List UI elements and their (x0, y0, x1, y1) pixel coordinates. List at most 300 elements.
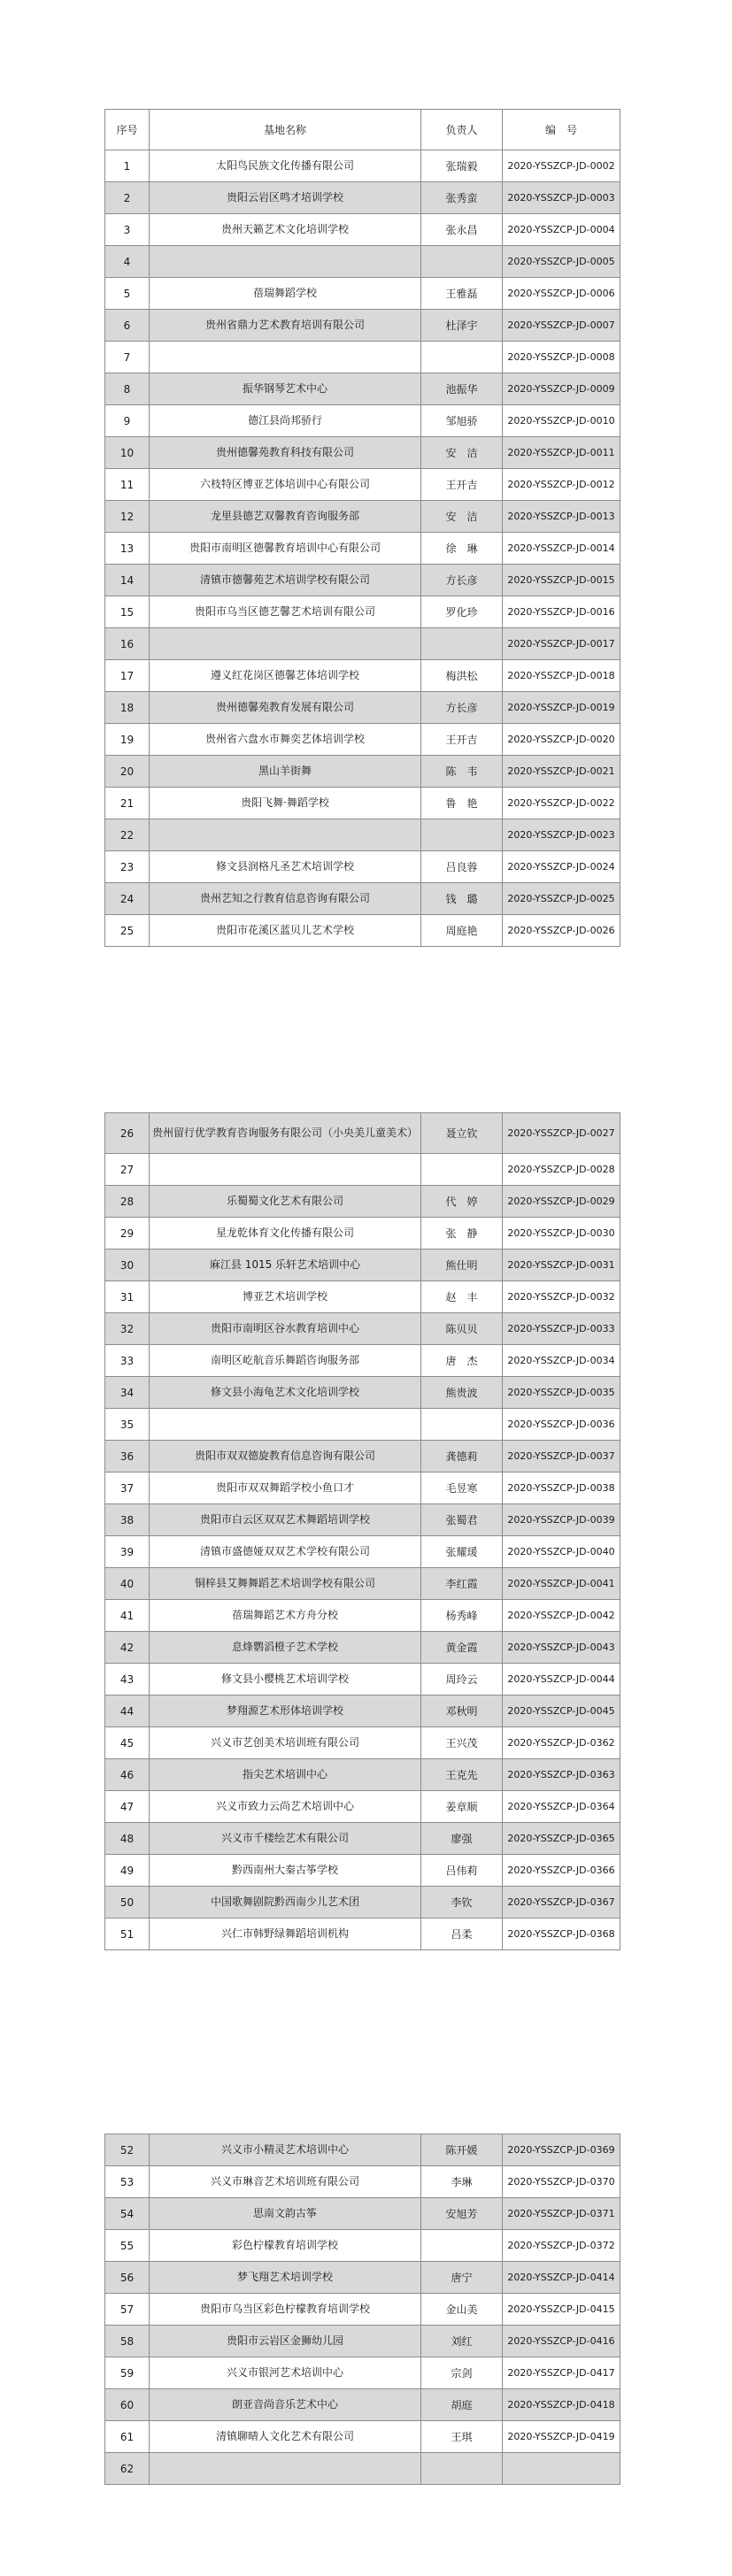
cell-code: 2020-YSSZCP-JD-0017 (503, 628, 620, 660)
cell-person: 王开吉 (421, 469, 503, 501)
cell-code: 2020-YSSZCP-JD-0009 (503, 373, 620, 405)
cell-code: 2020-YSSZCP-JD-0037 (503, 1441, 620, 1473)
cell-seq: 39 (105, 1536, 150, 1568)
cell-seq: 54 (105, 2198, 150, 2230)
cell-name: 贵州省六盘水市舞奕艺体培训学校 (150, 724, 421, 756)
table-row (105, 596, 620, 628)
table-row (105, 1313, 620, 1345)
table-row (105, 1791, 620, 1823)
cell-name: 指尖艺术培训中心 (150, 1759, 421, 1791)
cell-person: 姜章顺 (421, 1791, 503, 1823)
cell-seq: 1 (105, 150, 150, 182)
cell-person: 杜泽宇 (421, 310, 503, 342)
cell-seq: 4 (105, 246, 150, 278)
table-row (105, 405, 620, 437)
cell-seq: 52 (105, 2134, 150, 2166)
cell-seq: 58 (105, 2326, 150, 2357)
table-row (105, 660, 620, 692)
cell-name: 兴仁市韩野绿舞蹈培训机构 (150, 1919, 421, 1950)
cell-code: 2020-YSSZCP-JD-0045 (503, 1696, 620, 1727)
cell-seq: 27 (105, 1154, 150, 1186)
cell-name: 遵义红花岗区德馨艺体培训学校 (150, 660, 421, 692)
table-row (105, 278, 620, 310)
table-row (105, 756, 620, 788)
cell-seq: 17 (105, 660, 150, 692)
cell-person: 鲁 艳 (421, 788, 503, 819)
header-name: 基地名称 (150, 110, 421, 150)
cell-seq: 24 (105, 883, 150, 915)
table-row (105, 1473, 620, 1504)
cell-person: 杨秀峰 (421, 1600, 503, 1632)
cell-person: 毛昱寒 (421, 1473, 503, 1504)
cell-person: 聂立钦 (421, 1113, 503, 1154)
table-row (105, 150, 620, 182)
cell-seq: 19 (105, 724, 150, 756)
cell-person: 邹旭骄 (421, 405, 503, 437)
cell-name: 贵阳市乌当区彩色柠檬教育培训学校 (150, 2294, 421, 2326)
cell-code: 2020-YSSZCP-JD-0029 (503, 1186, 620, 1218)
table-row (105, 1250, 620, 1281)
table-row (105, 1664, 620, 1696)
table-row (105, 1186, 620, 1218)
cell-code: 2020-YSSZCP-JD-0005 (503, 246, 620, 278)
cell-person: 徐 琳 (421, 533, 503, 565)
cell-seq: 42 (105, 1632, 150, 1664)
cell-person: 廖强 (421, 1823, 503, 1855)
table-header-row (105, 110, 620, 150)
cell-name: 龙里县德艺双馨教育咨询服务部 (150, 501, 421, 533)
cell-code: 2020-YSSZCP-JD-0367 (503, 1887, 620, 1919)
cell-code: 2020-YSSZCP-JD-0414 (503, 2262, 620, 2294)
table-row (105, 1218, 620, 1250)
cell-person: 张秀蛮 (421, 182, 503, 214)
cell-code: 2020-YSSZCP-JD-0042 (503, 1600, 620, 1632)
cell-name: 贵阳市花溪区蓝贝儿艺术学校 (150, 915, 421, 947)
table-row (105, 724, 620, 756)
cell-name: 朗亚音尚音乐艺术中心 (150, 2389, 421, 2421)
table-row (105, 342, 620, 373)
cell-name (150, 2453, 421, 2485)
cell-name (150, 819, 421, 851)
cell-person: 安旭芳 (421, 2198, 503, 2230)
cell-code: 2020-YSSZCP-JD-0025 (503, 883, 620, 915)
cell-code: 2020-YSSZCP-JD-0371 (503, 2198, 620, 2230)
table-row (105, 883, 620, 915)
table-body-page-1 (105, 110, 620, 947)
cell-code: 2020-YSSZCP-JD-0024 (503, 851, 620, 883)
cell-person (421, 819, 503, 851)
table-row (105, 1154, 620, 1186)
cell-code: 2020-YSSZCP-JD-0035 (503, 1377, 620, 1409)
cell-code: 2020-YSSZCP-JD-0007 (503, 310, 620, 342)
cell-code (503, 2453, 620, 2485)
cell-seq: 36 (105, 1441, 150, 1473)
cell-code: 2020-YSSZCP-JD-0030 (503, 1218, 620, 1250)
cell-person: 王开吉 (421, 724, 503, 756)
cell-seq: 29 (105, 1218, 150, 1250)
table-row (105, 1727, 620, 1759)
cell-person: 黄金霞 (421, 1632, 503, 1664)
cell-name: 黑山羊街舞 (150, 756, 421, 788)
table-row (105, 692, 620, 724)
cell-code: 2020-YSSZCP-JD-0369 (503, 2134, 620, 2166)
table-row (105, 2262, 620, 2294)
cell-person: 安 洁 (421, 501, 503, 533)
table-body-page-2 (105, 1113, 620, 1950)
table-row (105, 2453, 620, 2485)
cell-code: 2020-YSSZCP-JD-0021 (503, 756, 620, 788)
cell-person: 吕良蓉 (421, 851, 503, 883)
cell-code: 2020-YSSZCP-JD-0013 (503, 501, 620, 533)
cell-code: 2020-YSSZCP-JD-0415 (503, 2294, 620, 2326)
cell-seq: 40 (105, 1568, 150, 1600)
table-row (105, 1568, 620, 1600)
cell-seq: 2 (105, 182, 150, 214)
cell-person: 李红霞 (421, 1568, 503, 1600)
cell-name: 德江县尚邦骄行 (150, 405, 421, 437)
table-row (105, 214, 620, 246)
cell-seq: 22 (105, 819, 150, 851)
cell-name: 贵州天籁艺术文化培训学校 (150, 214, 421, 246)
cell-seq: 16 (105, 628, 150, 660)
cell-seq: 34 (105, 1377, 150, 1409)
cell-seq: 45 (105, 1727, 150, 1759)
table-row (105, 373, 620, 405)
cell-seq: 30 (105, 1250, 150, 1281)
cell-code: 2020-YSSZCP-JD-0365 (503, 1823, 620, 1855)
header-seq: 序号 (105, 110, 150, 150)
cell-code: 2020-YSSZCP-JD-0043 (503, 1632, 620, 1664)
cell-name: 修文县小海龟艺术文化培训学校 (150, 1377, 421, 1409)
cell-seq: 51 (105, 1919, 150, 1950)
cell-name: 南明区屹航音乐舞蹈咨询服务部 (150, 1345, 421, 1377)
cell-name: 彩色柠檬教育培训学校 (150, 2230, 421, 2262)
cell-seq: 59 (105, 2357, 150, 2389)
cell-person: 唐 杰 (421, 1345, 503, 1377)
table-row (105, 1504, 620, 1536)
cell-seq: 25 (105, 915, 150, 947)
cell-person: 张瑞毅 (421, 150, 503, 182)
cell-code: 2020-YSSZCP-JD-0364 (503, 1791, 620, 1823)
cell-seq: 49 (105, 1855, 150, 1887)
cell-name: 贵阳市双双舞蹈学校小鱼口才 (150, 1473, 421, 1504)
cell-name: 兴义市艺创美术培训班有限公司 (150, 1727, 421, 1759)
cell-person: 李钦 (421, 1887, 503, 1919)
cell-person: 王兴茂 (421, 1727, 503, 1759)
cell-code: 2020-YSSZCP-JD-0416 (503, 2326, 620, 2357)
cell-name: 中国歌舞剧院黔西南少儿艺术团 (150, 1887, 421, 1919)
table-row (105, 1696, 620, 1727)
table-row (105, 1823, 620, 1855)
table-row (105, 1441, 620, 1473)
cell-person (421, 2453, 503, 2485)
cell-seq: 18 (105, 692, 150, 724)
table-row (105, 501, 620, 533)
cell-seq: 9 (105, 405, 150, 437)
table-row (105, 628, 620, 660)
cell-code: 2020-YSSZCP-JD-0016 (503, 596, 620, 628)
base-table-page-2 (104, 1112, 620, 1950)
cell-person: 钱 璐 (421, 883, 503, 915)
cell-code: 2020-YSSZCP-JD-0006 (503, 278, 620, 310)
cell-name: 思南文韵古筝 (150, 2198, 421, 2230)
cell-name: 兴义市致力云尚艺术培训中心 (150, 1791, 421, 1823)
cell-seq: 60 (105, 2389, 150, 2421)
cell-code: 2020-YSSZCP-JD-0018 (503, 660, 620, 692)
cell-person: 赵 丰 (421, 1281, 503, 1313)
cell-person: 方长彦 (421, 565, 503, 596)
cell-code: 2020-YSSZCP-JD-0033 (503, 1313, 620, 1345)
cell-code: 2020-YSSZCP-JD-0003 (503, 182, 620, 214)
cell-name: 息烽鹦滔橙子艺术学校 (150, 1632, 421, 1664)
cell-person: 龚德莉 (421, 1441, 503, 1473)
table-row (105, 1600, 620, 1632)
cell-seq: 23 (105, 851, 150, 883)
cell-code: 2020-YSSZCP-JD-0372 (503, 2230, 620, 2262)
cell-name: 贵州德馨苑教育科技有限公司 (150, 437, 421, 469)
table-row (105, 2421, 620, 2453)
table-row (105, 2230, 620, 2262)
table-row (105, 182, 620, 214)
cell-name: 清镇市德馨苑艺术培训学校有限公司 (150, 565, 421, 596)
table-body-page-3 (105, 2134, 620, 2485)
cell-seq: 62 (105, 2453, 150, 2485)
table-row (105, 1281, 620, 1313)
cell-person: 罗化珍 (421, 596, 503, 628)
cell-code: 2020-YSSZCP-JD-0039 (503, 1504, 620, 1536)
table-row (105, 246, 620, 278)
cell-code: 2020-YSSZCP-JD-0031 (503, 1250, 620, 1281)
cell-seq: 8 (105, 373, 150, 405)
table-row (105, 1409, 620, 1441)
cell-name: 贵阳飞舞·舞蹈学校 (150, 788, 421, 819)
cell-name: 贵州省鼎力艺术教育培训有限公司 (150, 310, 421, 342)
cell-code: 2020-YSSZCP-JD-0019 (503, 692, 620, 724)
cell-code: 2020-YSSZCP-JD-0011 (503, 437, 620, 469)
cell-name: 兴义市千楼绘艺术有限公司 (150, 1823, 421, 1855)
cell-seq: 33 (105, 1345, 150, 1377)
cell-code: 2020-YSSZCP-JD-0020 (503, 724, 620, 756)
table-row (105, 2198, 620, 2230)
cell-person: 陈开媛 (421, 2134, 503, 2166)
cell-code: 2020-YSSZCP-JD-0363 (503, 1759, 620, 1791)
cell-name: 梦翔源艺术形体培训学校 (150, 1696, 421, 1727)
cell-person: 张蜀君 (421, 1504, 503, 1536)
cell-name: 贵阳市南明区德馨教育培训中心有限公司 (150, 533, 421, 565)
cell-name: 清镇市盛德娅双双艺术学校有限公司 (150, 1536, 421, 1568)
cell-code: 2020-YSSZCP-JD-0370 (503, 2166, 620, 2198)
cell-seq: 38 (105, 1504, 150, 1536)
table-row (105, 1536, 620, 1568)
cell-person: 王琪 (421, 2421, 503, 2453)
table-row (105, 788, 620, 819)
cell-person: 唐宁 (421, 2262, 503, 2294)
cell-name: 贵阳市南明区谷水教育培训中心 (150, 1313, 421, 1345)
cell-code: 2020-YSSZCP-JD-0044 (503, 1664, 620, 1696)
cell-code: 2020-YSSZCP-JD-0368 (503, 1919, 620, 1950)
table-row (105, 819, 620, 851)
cell-person: 张耀瑗 (421, 1536, 503, 1568)
cell-seq: 7 (105, 342, 150, 373)
cell-person: 梅洪松 (421, 660, 503, 692)
cell-seq: 53 (105, 2166, 150, 2198)
cell-seq: 5 (105, 278, 150, 310)
cell-code: 2020-YSSZCP-JD-0418 (503, 2389, 620, 2421)
cell-seq: 56 (105, 2262, 150, 2294)
cell-seq: 41 (105, 1600, 150, 1632)
cell-seq: 32 (105, 1313, 150, 1345)
header-code: 编 号 (503, 110, 620, 150)
cell-seq: 61 (105, 2421, 150, 2453)
cell-code: 2020-YSSZCP-JD-0028 (503, 1154, 620, 1186)
table-row (105, 1377, 620, 1409)
cell-code: 2020-YSSZCP-JD-0038 (503, 1473, 620, 1504)
cell-person: 王克先 (421, 1759, 503, 1791)
table-row (105, 2326, 620, 2357)
cell-name: 贵州艺知之行教育信息咨询有限公司 (150, 883, 421, 915)
cell-person: 方长彦 (421, 692, 503, 724)
cell-name: 麻江县 1015 乐轩艺术培训中心 (150, 1250, 421, 1281)
cell-name: 贵阳市双双德旋教育信息咨询有限公司 (150, 1441, 421, 1473)
cell-name: 修文县小樱桃艺术培训学校 (150, 1664, 421, 1696)
cell-person: 周玲云 (421, 1664, 503, 1696)
table-row (105, 565, 620, 596)
table-row (105, 437, 620, 469)
cell-name: 贵阳云岩区鸣才培训学校 (150, 182, 421, 214)
table-row (105, 1345, 620, 1377)
cell-seq: 10 (105, 437, 150, 469)
cell-name: 兴义市银河艺术培训中心 (150, 2357, 421, 2389)
cell-name: 修文县润格凡圣艺术培训学校 (150, 851, 421, 883)
cell-person: 张永昌 (421, 214, 503, 246)
cell-code: 2020-YSSZCP-JD-0010 (503, 405, 620, 437)
cell-person (421, 342, 503, 373)
cell-seq: 14 (105, 565, 150, 596)
cell-name: 贵州德馨苑教育发展有限公司 (150, 692, 421, 724)
cell-seq: 55 (105, 2230, 150, 2262)
cell-seq: 21 (105, 788, 150, 819)
cell-name (150, 246, 421, 278)
cell-seq: 37 (105, 1473, 150, 1504)
cell-seq: 3 (105, 214, 150, 246)
cell-seq: 31 (105, 1281, 150, 1313)
cell-code: 2020-YSSZCP-JD-0041 (503, 1568, 620, 1600)
header-person: 负责人 (421, 110, 503, 150)
cell-person: 宗剑 (421, 2357, 503, 2389)
cell-person (421, 628, 503, 660)
cell-code: 2020-YSSZCP-JD-0034 (503, 1345, 620, 1377)
cell-person (421, 1154, 503, 1186)
cell-seq: 28 (105, 1186, 150, 1218)
cell-name (150, 342, 421, 373)
cell-name: 乐蜀蜀文化艺术有限公司 (150, 1186, 421, 1218)
table-row (105, 310, 620, 342)
cell-name (150, 1409, 421, 1441)
cell-name: 振华钢琴艺术中心 (150, 373, 421, 405)
cell-name: 星龙乾体育文化传播有限公司 (150, 1218, 421, 1250)
cell-code: 2020-YSSZCP-JD-0419 (503, 2421, 620, 2453)
cell-person: 吕柔 (421, 1919, 503, 1950)
cell-person: 胡庭 (421, 2389, 503, 2421)
cell-code: 2020-YSSZCP-JD-0014 (503, 533, 620, 565)
cell-code: 2020-YSSZCP-JD-0040 (503, 1536, 620, 1568)
cell-name: 兴义市小精灵艺术培训中心 (150, 2134, 421, 2166)
cell-name: 清镇聊晴人文化艺术有限公司 (150, 2421, 421, 2453)
cell-seq: 6 (105, 310, 150, 342)
table-row (105, 2357, 620, 2389)
table-row (105, 2166, 620, 2198)
cell-person: 吕伟莉 (421, 1855, 503, 1887)
cell-code: 2020-YSSZCP-JD-0022 (503, 788, 620, 819)
table-row (105, 1919, 620, 1950)
cell-person: 王雅磊 (421, 278, 503, 310)
cell-seq: 46 (105, 1759, 150, 1791)
cell-seq: 35 (105, 1409, 150, 1441)
cell-seq: 44 (105, 1696, 150, 1727)
cell-person: 李琳 (421, 2166, 503, 2198)
cell-code: 2020-YSSZCP-JD-0027 (503, 1113, 620, 1154)
cell-seq: 20 (105, 756, 150, 788)
cell-name: 蓓瑞舞蹈学校 (150, 278, 421, 310)
cell-seq: 15 (105, 596, 150, 628)
cell-code: 2020-YSSZCP-JD-0008 (503, 342, 620, 373)
cell-seq: 47 (105, 1791, 150, 1823)
table-row (105, 1855, 620, 1887)
cell-person: 刘红 (421, 2326, 503, 2357)
cell-person: 池振华 (421, 373, 503, 405)
base-table-page-1 (104, 109, 620, 947)
cell-person (421, 2230, 503, 2262)
cell-person (421, 1409, 503, 1441)
cell-name: 博亚艺术培训学校 (150, 1281, 421, 1313)
cell-person (421, 246, 503, 278)
table-row (105, 2134, 620, 2166)
table-row (105, 1887, 620, 1919)
table-row (105, 915, 620, 947)
cell-name: 铜梓县艾舞舞蹈艺术培训学校有限公司 (150, 1568, 421, 1600)
cell-person: 代 婷 (421, 1186, 503, 1218)
cell-person: 陈贝贝 (421, 1313, 503, 1345)
cell-code: 2020-YSSZCP-JD-0026 (503, 915, 620, 947)
cell-code: 2020-YSSZCP-JD-0036 (503, 1409, 620, 1441)
cell-person: 张 静 (421, 1218, 503, 1250)
cell-name (150, 1154, 421, 1186)
cell-name (150, 628, 421, 660)
cell-name: 太阳鸟民族文化传播有限公司 (150, 150, 421, 182)
table-row (105, 2294, 620, 2326)
cell-person: 安 洁 (421, 437, 503, 469)
cell-seq: 11 (105, 469, 150, 501)
cell-name: 黔西南州大秦古筝学校 (150, 1855, 421, 1887)
base-table-page-3 (104, 2134, 620, 2485)
cell-name: 六枝特区博亚艺体培训中心有限公司 (150, 469, 421, 501)
cell-person: 邓秋明 (421, 1696, 503, 1727)
cell-name: 贵阳市乌当区德艺馨艺术培训有限公司 (150, 596, 421, 628)
table-row (105, 1759, 620, 1791)
cell-person: 熊仕明 (421, 1250, 503, 1281)
cell-person: 熊贵波 (421, 1377, 503, 1409)
cell-seq: 48 (105, 1823, 150, 1855)
cell-seq: 57 (105, 2294, 150, 2326)
cell-seq: 13 (105, 533, 150, 565)
cell-name: 贵阳市云岩区金狮幼儿园 (150, 2326, 421, 2357)
cell-name: 兴义市琳音艺术培训班有限公司 (150, 2166, 421, 2198)
table-row (105, 533, 620, 565)
cell-seq: 43 (105, 1664, 150, 1696)
cell-name: 梦飞翔艺术培训学校 (150, 2262, 421, 2294)
cell-code: 2020-YSSZCP-JD-0002 (503, 150, 620, 182)
cell-name: 贵州留行优学教育咨询服务有限公司（小央美儿童美术） (150, 1113, 421, 1154)
